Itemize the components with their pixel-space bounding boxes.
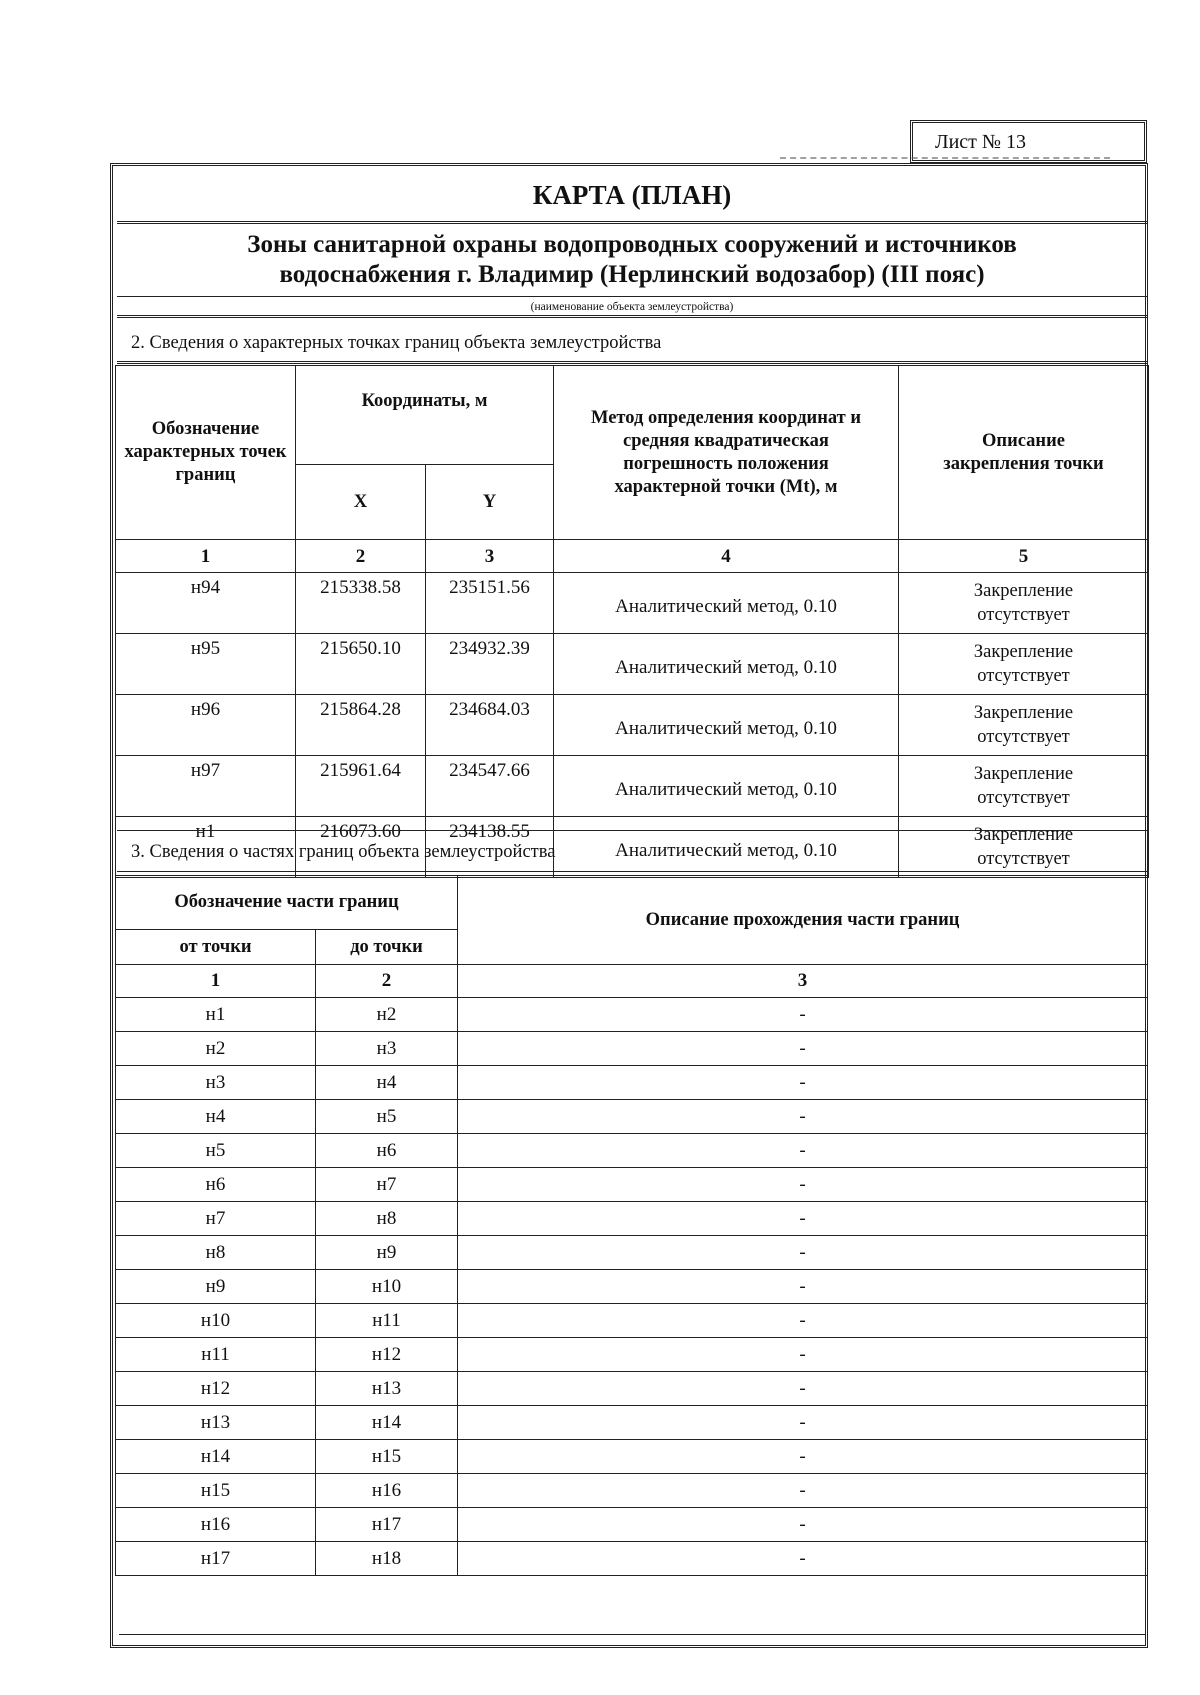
point-id: н97 — [116, 756, 296, 817]
to-point: н17 — [316, 1508, 458, 1542]
section-2-heading: 2. Сведения о характерных точках границ объекта землеустройства — [117, 322, 1147, 364]
boundary-parts-table — [115, 875, 1148, 1576]
to-point: н2 — [316, 998, 458, 1032]
coord-x: 215961.64 — [296, 756, 426, 817]
from-point: н4 — [116, 1100, 316, 1134]
to-point: н5 — [316, 1100, 458, 1134]
part-description: - — [458, 1338, 1148, 1372]
from-point: н1 — [116, 998, 316, 1032]
from-point: н14 — [116, 1440, 316, 1474]
from-point: н16 — [116, 1508, 316, 1542]
part-description: - — [458, 1508, 1148, 1542]
point-id: н94 — [116, 573, 296, 634]
to-point: н9 — [316, 1236, 458, 1270]
from-point: н11 — [116, 1338, 316, 1372]
table-row — [116, 1134, 1148, 1168]
col-number: 1 — [116, 540, 296, 573]
col-designation: Обозначение характерных точек границ — [116, 366, 296, 540]
table-row — [116, 1236, 1148, 1270]
part-description: - — [458, 1270, 1148, 1304]
from-point: н5 — [116, 1134, 316, 1168]
method: Аналитический метод, 0.10 — [554, 573, 899, 634]
coord-x: 215650.10 — [296, 634, 426, 695]
col-fixation: Описание закрепления точки — [899, 366, 1149, 540]
method: Аналитический метод, 0.10 — [554, 634, 899, 695]
from-point: н12 — [116, 1372, 316, 1406]
page-title: КАРТА (ПЛАН) — [117, 166, 1147, 224]
table-row — [116, 1338, 1148, 1372]
to-point: н12 — [316, 1338, 458, 1372]
part-description: - — [458, 1440, 1148, 1474]
to-point: н4 — [316, 1066, 458, 1100]
coord-y: 235151.56 — [426, 573, 554, 634]
col-to: до точки — [316, 930, 458, 965]
col-number: 3 — [426, 540, 554, 573]
fixation: Закрепление отсутствует — [899, 817, 1149, 878]
part-description: - — [458, 1032, 1148, 1066]
col-number: 5 — [899, 540, 1149, 573]
part-description: - — [458, 1066, 1148, 1100]
part-description: - — [458, 1474, 1148, 1508]
to-point: н6 — [316, 1134, 458, 1168]
to-point: н7 — [316, 1168, 458, 1202]
coord-y: 234684.03 — [426, 695, 554, 756]
part-description: - — [458, 1304, 1148, 1338]
col-from: от точки — [116, 930, 316, 965]
table-row — [116, 756, 1149, 817]
point-id: н96 — [116, 695, 296, 756]
coord-y: 234932.39 — [426, 634, 554, 695]
to-point: н3 — [316, 1032, 458, 1066]
from-point: н6 — [116, 1168, 316, 1202]
table-row — [116, 634, 1149, 695]
fixation: Закрепление отсутствует — [899, 695, 1149, 756]
col-x: X — [296, 465, 426, 540]
from-point: н10 — [116, 1304, 316, 1338]
coord-x: 215338.58 — [296, 573, 426, 634]
col-number: 3 — [458, 965, 1148, 998]
table-row — [116, 1440, 1148, 1474]
part-description: - — [458, 998, 1148, 1032]
part-description: - — [458, 1100, 1148, 1134]
characteristic-points-table — [115, 365, 1149, 878]
part-description: - — [458, 1372, 1148, 1406]
part-description: - — [458, 1202, 1148, 1236]
to-point: н18 — [316, 1542, 458, 1576]
col-number: 2 — [296, 540, 426, 573]
coord-y: 234138.55 — [426, 817, 554, 878]
from-point: н13 — [116, 1406, 316, 1440]
sheet-number: Лист № 13 — [910, 120, 1147, 163]
method: Аналитический метод, 0.10 — [554, 695, 899, 756]
to-point: н10 — [316, 1270, 458, 1304]
to-point: н14 — [316, 1406, 458, 1440]
part-description: - — [458, 1406, 1148, 1440]
table-row — [116, 1032, 1148, 1066]
fixation: Закрепление отсутствует — [899, 573, 1149, 634]
table-row — [116, 1372, 1148, 1406]
point-id: н95 — [116, 634, 296, 695]
method: Аналитический метод, 0.10 — [554, 817, 899, 878]
from-point: н7 — [116, 1202, 316, 1236]
table-row — [116, 998, 1148, 1032]
table-row — [116, 573, 1149, 634]
table-row — [116, 1168, 1148, 1202]
method: Аналитический метод, 0.10 — [554, 756, 899, 817]
object-name-line-2: водоснабжения г. Владимир (Нерлинский водозабор) (III пояс) — [279, 261, 985, 288]
table-row — [116, 1066, 1148, 1100]
point-id: н1 — [116, 817, 296, 878]
from-point: н3 — [116, 1066, 316, 1100]
from-point: н8 — [116, 1236, 316, 1270]
coord-x: 215864.28 — [296, 695, 426, 756]
col-number: 2 — [316, 965, 458, 998]
from-point: н2 — [116, 1032, 316, 1066]
table-row — [116, 1270, 1148, 1304]
part-description: - — [458, 1134, 1148, 1168]
table-row — [116, 1508, 1148, 1542]
coord-x: 216073.60 — [296, 817, 426, 878]
from-point: н9 — [116, 1270, 316, 1304]
frame-bottom-rule — [119, 1634, 1145, 1635]
object-name-caption: (наименование объекта землеустройства) — [117, 296, 1147, 318]
section-3-heading: 3. Сведения о частях границ объекта землеустройства — [117, 830, 1147, 872]
table-row — [116, 695, 1149, 756]
from-point: н17 — [116, 1542, 316, 1576]
to-point: н15 — [316, 1440, 458, 1474]
col-method: Метод определения координат и средняя квадратическая погрешность положения характерной точки (Mt), м — [554, 366, 899, 540]
part-description: - — [458, 1168, 1148, 1202]
table-row — [116, 1542, 1148, 1576]
col-number: 4 — [554, 540, 899, 573]
part-description: - — [458, 1542, 1148, 1576]
to-point: н8 — [316, 1202, 458, 1236]
col-description: Описание прохождения части границ — [458, 876, 1148, 965]
table-row — [116, 1202, 1148, 1236]
table-row — [116, 1474, 1148, 1508]
col-coordinates: Координаты, м — [296, 366, 554, 465]
col-y: Y — [426, 465, 554, 540]
table-row — [116, 1100, 1148, 1134]
object-name — [117, 226, 1147, 296]
coord-y: 234547.66 — [426, 756, 554, 817]
table-row — [116, 1406, 1148, 1440]
object-name-line-1: Зоны санитарной охраны водопроводных сооружений и источников — [247, 231, 1017, 258]
to-point: н11 — [316, 1304, 458, 1338]
col-number: 1 — [116, 965, 316, 998]
col-part: Обозначение части границ — [116, 876, 458, 930]
table-row — [116, 1304, 1148, 1338]
fixation: Закрепление отсутствует — [899, 634, 1149, 695]
to-point: н13 — [316, 1372, 458, 1406]
from-point: н15 — [116, 1474, 316, 1508]
fixation: Закрепление отсутствует — [899, 756, 1149, 817]
part-description: - — [458, 1236, 1148, 1270]
to-point: н16 — [316, 1474, 458, 1508]
